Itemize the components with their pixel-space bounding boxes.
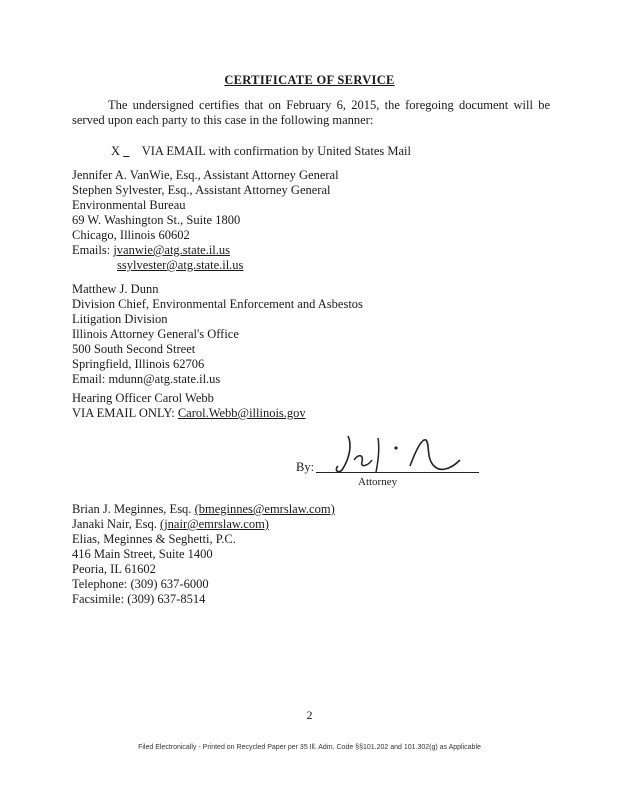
emails-row [72, 243, 339, 258]
email-row [72, 372, 363, 387]
hearing-officer-email-row [72, 406, 306, 421]
recipient-line: Division Chief, Environmental Enforcement and Asbestos [72, 297, 363, 311]
email-link-vanwie[interactable]: jvanwie@atg.state.il.us [113, 243, 231, 257]
email-link-meginnes[interactable]: (bmeginnes@emrslaw.com) [194, 502, 335, 516]
firm-line: Elias, Meginnes & Seghetti, P.C. [72, 532, 236, 546]
attorney-1-row [72, 502, 335, 517]
intro-paragraph: The undersigned certifies that on February 6, 2015, the foregoing document will be served upon each party to this case in the following manner: [72, 98, 550, 127]
recipient-line: Matthew J. Dunn [72, 282, 159, 296]
recipient-line: Jennifer A. VanWie, Esq., Assistant Attorney General [72, 168, 339, 182]
recipient-line: Environmental Bureau [72, 198, 186, 212]
firm-line: Peoria, IL 61602 [72, 562, 156, 576]
signature-title: Attorney [358, 476, 398, 488]
recipient-block-ag [72, 168, 339, 273]
hearing-officer-name: Hearing Officer Carol Webb [72, 391, 214, 405]
recipient-line: Chicago, Illinois 60602 [72, 228, 190, 242]
firm-block [72, 502, 335, 607]
signature-line [316, 472, 479, 473]
service-method-text: VIA EMAIL with confirmation by United States Mail [141, 144, 411, 158]
recipient-line: Litigation Division [72, 312, 168, 326]
recipient-block-dunn [72, 282, 363, 387]
via-email-only-label: VIA EMAIL ONLY: [72, 406, 175, 420]
firm-line: Telephone: (309) 637-6000 [72, 577, 209, 591]
document-title: CERTIFICATE OF SERVICE [224, 73, 395, 87]
attorney-2-name: Janaki Nair, Esq. [72, 517, 157, 531]
attorney-1-name: Brian J. Meginnes, Esq. [72, 502, 192, 516]
attorney-2-row [72, 517, 335, 532]
footer-note: Filed Electronically - Printed on Recycled Paper per 35 Ill. Adm. Code §§101.202 and 101.302(g) as Applicable [138, 744, 481, 751]
emails-label: Emails: [72, 243, 111, 257]
handwritten-signature [330, 430, 470, 478]
firm-line: Facsimile: (309) 637-8514 [72, 592, 206, 606]
signature-by-label: By: [296, 460, 315, 474]
service-method-mark: X [111, 144, 121, 158]
recipient-line: 69 W. Washington St., Suite 1800 [72, 213, 241, 227]
email-link-webb[interactable]: Carol.Webb@illinois.gov [177, 406, 306, 420]
recipient-line: Illinois Attorney General's Office [72, 327, 239, 341]
recipient-line: Springfield, Illinois 62706 [72, 357, 205, 371]
recipient-line: Stephen Sylvester, Esq., Assistant Attorney General [72, 183, 331, 197]
page-number: 2 [306, 708, 313, 722]
recipient-line: 500 South Second Street [72, 342, 196, 356]
email-link-nair[interactable]: (jnair@emrslaw.com) [160, 517, 269, 531]
email-link-sylvester[interactable]: ssylvester@atg.state.il.us [117, 258, 244, 272]
service-method [111, 144, 411, 159]
email-link-dunn[interactable]: mdunn@atg.state.il.us [108, 372, 221, 386]
hearing-officer-block [72, 391, 306, 421]
firm-line: 416 Main Street, Suite 1400 [72, 547, 213, 561]
emails-row-2 [72, 258, 339, 273]
email-label: Email: [72, 372, 106, 386]
